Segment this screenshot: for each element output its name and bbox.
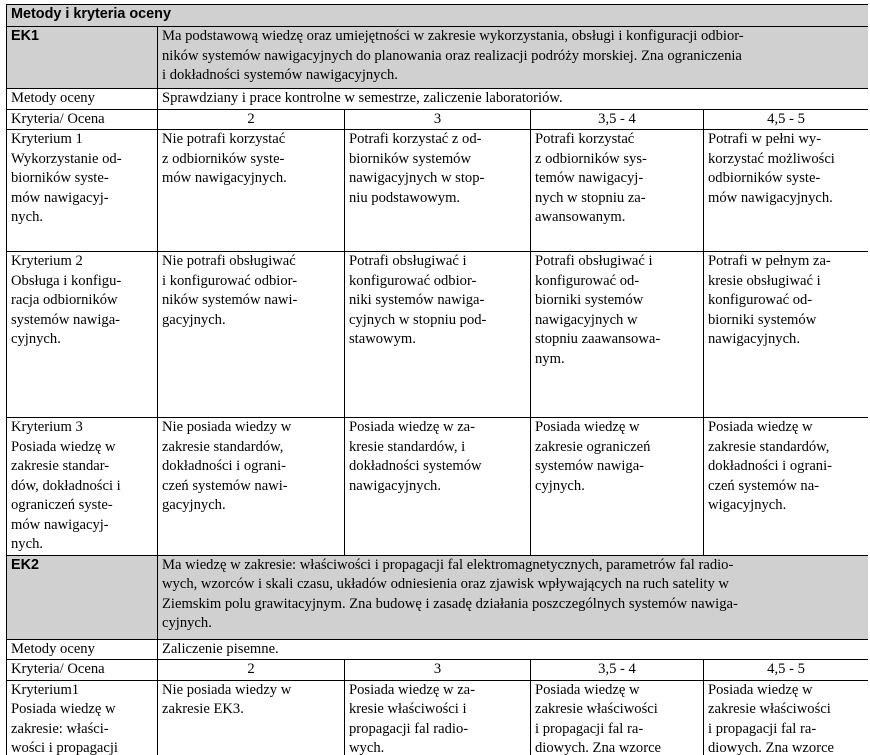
criterion-label [7,252,158,418]
criterion-label-line: Kryterium 1 [11,131,83,147]
criterion-grade-cell [345,680,531,755]
description-line: Ziemskim polu grawitacyjnym. Zna budowę i zasadę działania poszczególnych systemów nawiga- [162,595,738,612]
criterion-label-line: Posiada wiedzę w [11,438,116,455]
criterion-text-line: czeń systemów nawi- [162,477,288,494]
grades-label: Kryteria/ Ocena [7,109,158,130]
criterion-grade-cell [345,130,531,252]
grade-header: 3 [345,109,531,130]
criterion-text-line: gacyjnych. [162,497,226,513]
outcome-id: EK2 [7,555,158,639]
grade-header: 3,5 - 4 [531,109,704,130]
criterion-row [7,130,869,252]
criterion-text-line: kresie właściwości i [349,701,467,717]
criterion-grade-cell [704,252,869,418]
criterion-label-line: mów nawigacyj- [11,516,109,533]
criterion-text-line: zakresie właściwości [708,701,831,717]
criterion-label-line: wości i propagacji [11,740,118,755]
criterion-text-line: i konfigurować odbior- [162,272,298,289]
criterion-label-line: Posiada wiedzę w [11,701,116,717]
criterion-grade-cell [531,252,704,418]
criterion-text-line: stopniu zaawansowa- [535,331,661,347]
criterion-text-line: ników systemów nawi- [162,292,298,308]
criterion-row [7,418,869,556]
assessment-table [6,4,868,755]
description-line: cyjnych. [162,615,212,631]
criterion-text-line: wych. [349,740,385,755]
criterion-text-line: gacyjnych. [162,311,226,328]
outcome-description [158,555,869,639]
criterion-grade-cell [345,252,531,418]
criterion-label-line: ograniczeń syste- [11,497,113,513]
criterion-label-line: biorników syste- [11,170,109,186]
criterion-text-line: Posiada wiedzę w [535,681,640,698]
outcome-id: EK1 [7,27,158,89]
criterion-text-line: konfigurować od- [535,272,640,289]
grade-header: 4,5 - 5 [704,109,869,130]
criterion-text-line: Potrafi w pełni wy- [708,131,822,147]
criterion-text-line: Potrafi korzystać [535,131,635,147]
criterion-text-line: z odbiorników syste- [162,150,285,167]
criterion-text-line: niki systemów nawiga- [349,292,485,308]
criterion-grade-cell [158,680,345,755]
criterion-text-line: nych w stopniu za- [535,189,646,206]
criterion-text-line: systemów nawiga- [535,458,645,474]
criterion-text-line: dokładności i ograni- [162,458,287,474]
grades-label: Kryteria/ Ocena [7,660,158,681]
section-header-row [7,5,869,27]
criterion-grade-cell [531,418,704,556]
criterion-text-line: dokładności systemów [349,458,482,474]
criterion-label [7,680,158,755]
criterion-text-line: mów nawigacyjnych. [708,189,833,206]
methods-value: Zaliczenie pisemne. [158,639,869,660]
grades-header-row [7,660,869,681]
criterion-text-line: Potrafi korzystać z od- [349,131,482,147]
criterion-text-line: awansowanym. [535,209,626,225]
outcome-description [158,27,869,89]
criterion-text-line: mów nawigacyjnych. [162,170,287,186]
criterion-text-line: biorników systemów [349,150,472,167]
criterion-text-line: i propagacji fal ra- [708,720,817,737]
methods-row [7,639,869,660]
criterion-text-line: zakresie standardów, [708,438,830,455]
criterion-label-line: Kryterium 3 [11,419,83,435]
criterion-text-line: Posiada wiedzę w za- [349,419,476,435]
section-title: Metody i kryteria oceny [7,5,869,27]
criterion-text-line: nym. [535,350,565,367]
criterion-grade-cell [704,680,869,755]
criterion-label-line: Wykorzystanie od- [11,150,122,167]
criterion-text-line: dokładności i ograni- [708,458,833,474]
criterion-text-line: cyjnych. [535,477,585,494]
criterion-text-line: Nie posiada wiedzy w [162,419,292,435]
description-line: wych, wzorców i skali czasu, układów odniesienia oraz zjawisk wpływających na ruch satelity w [162,576,729,592]
grade-header: 4,5 - 5 [704,660,869,681]
description-line: i dokładności systemów nawigacyjnych. [162,67,398,83]
criterion-text-line: temów nawigacyj- [535,170,644,186]
criterion-text-line: korzystać możliwości [708,150,835,167]
criterion-text-line: konfigurować od- [708,292,813,308]
criterion-label-line: cyjnych. [11,331,61,347]
criterion-label-line: systemów nawiga- [11,311,121,328]
description-line: ników systemów nawigacyjnych do planowania oraz realizacji podróży morskiej. Zna ograniczenia [162,47,742,64]
criterion-text-line: kresie standardów, i [349,438,466,455]
criterion-text-line: propagacji fal radio- [349,720,469,737]
criterion-text-line: biorniki systemów [708,311,817,328]
criterion-text-line: Nie posiada wiedzy w [162,681,292,698]
criterion-text-line: niu podstawowym. [349,189,461,206]
criterion-text-line: diowych. Zna wzorce [708,740,835,755]
criterion-text-line: zakresie standardów, [162,438,284,455]
outcome-row [7,555,869,639]
criterion-text-line: Posiada wiedzę w [708,681,813,698]
criterion-row [7,252,869,418]
criterion-grade-cell [704,130,869,252]
criterion-grade-cell [345,418,531,556]
criterion-text-line: biorniki systemów [535,292,644,308]
criterion-label [7,130,158,252]
assessment-page [6,4,868,755]
criterion-text-line: odbiorników syste- [708,170,821,186]
criterion-label-line: zakresie: właści- [11,720,109,737]
criterion-grade-cell [704,418,869,556]
grade-header: 2 [158,109,345,130]
criterion-text-line: z odbiorników sys- [535,150,647,167]
criterion-label-line: dów, dokładności i [11,477,121,494]
criterion-text-line: nawigacyjnych w stop- [349,170,485,186]
criterion-label-line: Kryterium 2 [11,253,83,269]
methods-row [7,89,869,110]
outcome-row [7,27,869,89]
criterion-text-line: Potrafi obsługiwać i [535,253,653,269]
criterion-text-line: zakresie właściwości [535,701,658,717]
criterion-text-line: zakresie ograniczeń [535,438,651,455]
criterion-text-line: wigacyjnych. [708,497,787,513]
criterion-label-line: racja odbiorników [11,292,118,308]
criterion-text-line: konfigurować odbior- [349,272,477,289]
criterion-text-line: czeń systemów na- [708,477,820,494]
criterion-text-line: Nie potrafi korzystać [162,131,286,147]
criterion-text-line: stawowym. [349,331,416,347]
criterion-text-line: i propagacji fal ra- [535,720,644,737]
methods-value: Sprawdziany i prace kontrolne w semestrze, zaliczenie laboratoriów. [158,89,869,110]
criterion-text-line: Potrafi obsługiwać i [349,253,467,269]
criterion-text-line: Nie potrafi obsługiwać [162,253,296,269]
criterion-grade-cell [531,130,704,252]
criterion-grade-cell [158,418,345,556]
criterion-text-line: nawigacyjnych. [708,331,800,347]
description-line: Ma podstawową wiedzę oraz umiejętności w zakresie wykorzystania, obsługi i konfiguracji odbior- [162,28,744,44]
criterion-grade-cell [531,680,704,755]
grade-header: 2 [158,660,345,681]
assessment-table-body [7,5,869,755]
criterion-label [7,418,158,556]
criterion-text-line: diowych. Zna wzorce [535,740,662,755]
criterion-text-line: kresie obsługiwać i [708,272,821,289]
grade-header: 3 [345,660,531,681]
criterion-text-line: zakresie EK3. [162,701,244,717]
criterion-grade-cell [158,252,345,418]
criterion-text-line: cyjnych w stopniu pod- [349,311,487,328]
grades-header-row [7,109,869,130]
criterion-text-line: Posiada wiedzę w [708,419,813,435]
criterion-text-line: Posiada wiedzę w za- [349,681,476,698]
criterion-text-line: nawigacyjnych w [535,311,638,328]
criterion-label-line: mów nawigacyj- [11,189,109,206]
criterion-label-line: zakresie standar- [11,458,110,474]
criterion-label-line: nych. [11,209,44,225]
criterion-text-line: Posiada wiedzę w [535,419,640,435]
criterion-text-line: nawigacyjnych. [349,477,441,494]
grade-header: 3,5 - 4 [531,660,704,681]
criterion-label-line: Obsługa i konfigu- [11,272,122,289]
criterion-row [7,680,869,755]
criterion-grade-cell [158,130,345,252]
criterion-label-line: nych. [11,536,44,552]
description-line: Ma wiedzę w zakresie: właściwości i propagacji fal elektromagnetycznych, parametrów fal radio- [162,556,734,573]
methods-label: Metody oceny [7,639,158,660]
criterion-text-line: Potrafi w pełnym za- [708,253,831,269]
criterion-label-line: Kryterium1 [11,681,80,698]
methods-label: Metody oceny [7,89,158,110]
